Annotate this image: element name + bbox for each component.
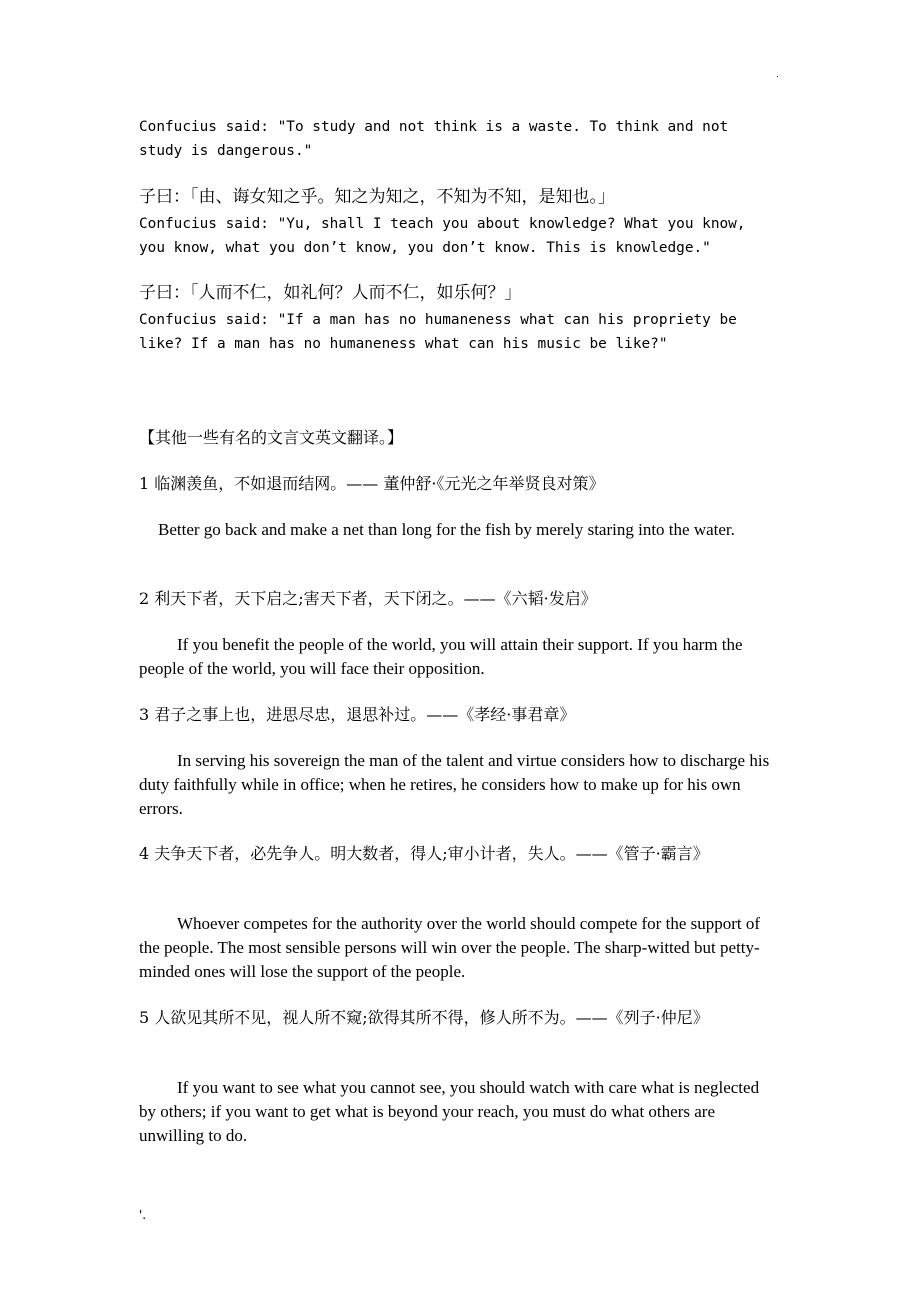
item-2-chinese: 2 利天下者，天下启之;害天下者，天下闭之。——《六韬·发启》 xyxy=(139,589,597,608)
quote-2-chinese: 子曰：「由、诲女知之乎。知之为知之，不知为不知，是知也。」 xyxy=(139,187,615,207)
item-1-chinese: 1 临渊羡鱼，不如退而结网。—— 董仲舒·《元光之年举贤良对策》 xyxy=(139,474,605,493)
quote-1-english-line-1: Confucius said: "To study and not think is a waste. To think and not xyxy=(139,119,729,135)
item-5-english: If you want to see what you cannot see, you should watch with care what is neglected by others; if you want to get what is beyond your reach, you must do what others are unwilling to do. xyxy=(139,1078,760,1145)
footer-mark: '. xyxy=(139,1208,147,1222)
item-3-chinese: 3 君子之事上也，进思尽忠，退思补过。——《孝经·事君章》 xyxy=(139,705,576,724)
quote-3-english-line-1: Confucius said: "If a man has no humaneness what can his propriety be xyxy=(139,312,737,328)
quote-3-chinese: 子曰：「人而不仁，如礼何？人而不仁，如乐何？」 xyxy=(139,283,522,303)
header-mark: . xyxy=(776,70,779,80)
quote-3-english-line-2: like? If a man has no humaneness what can his music be like?" xyxy=(139,336,668,352)
item-3-english: In serving his sovereign the man of the talent and virtue considers how to discharge his duty faithfully while in office; when he retires, he considers how to make up for his own errors. xyxy=(139,751,770,818)
item-4-chinese: 4 夫争天下者，必先争人。明大数者，得人;审小计者，失人。——《管子·霸言》 xyxy=(139,844,709,863)
item-5-chinese: 5 人欲见其所不见，视人所不窥;欲得其所不得，修人所不为。——《列子·仲尼》 xyxy=(139,1008,709,1027)
quote-2-english-line-2: you know, what you don’t know, you don’t know. This is knowledge." xyxy=(139,240,711,256)
item-4-english: Whoever competes for the authority over the world should compete for the support of the people. The most sensible persons will win over the people. The sharp-witted but petty-minded ones will lose the support of the people. xyxy=(139,914,761,981)
quote-1-english-line-2: study is dangerous." xyxy=(139,143,313,159)
item-2-english: If you benefit the people of the world, you will attain their support. If you harm the people of the world, you will face their opposition. xyxy=(139,635,743,678)
item-1-english: Better go back and make a net than long for the fish by merely staring into the water. xyxy=(158,520,735,539)
section-title: 【其他一些有名的文言文英文翻译。】 xyxy=(139,428,404,447)
quote-2-english-line-1: Confucius said: "Yu, shall I teach you about knowledge? What you know, xyxy=(139,216,746,232)
